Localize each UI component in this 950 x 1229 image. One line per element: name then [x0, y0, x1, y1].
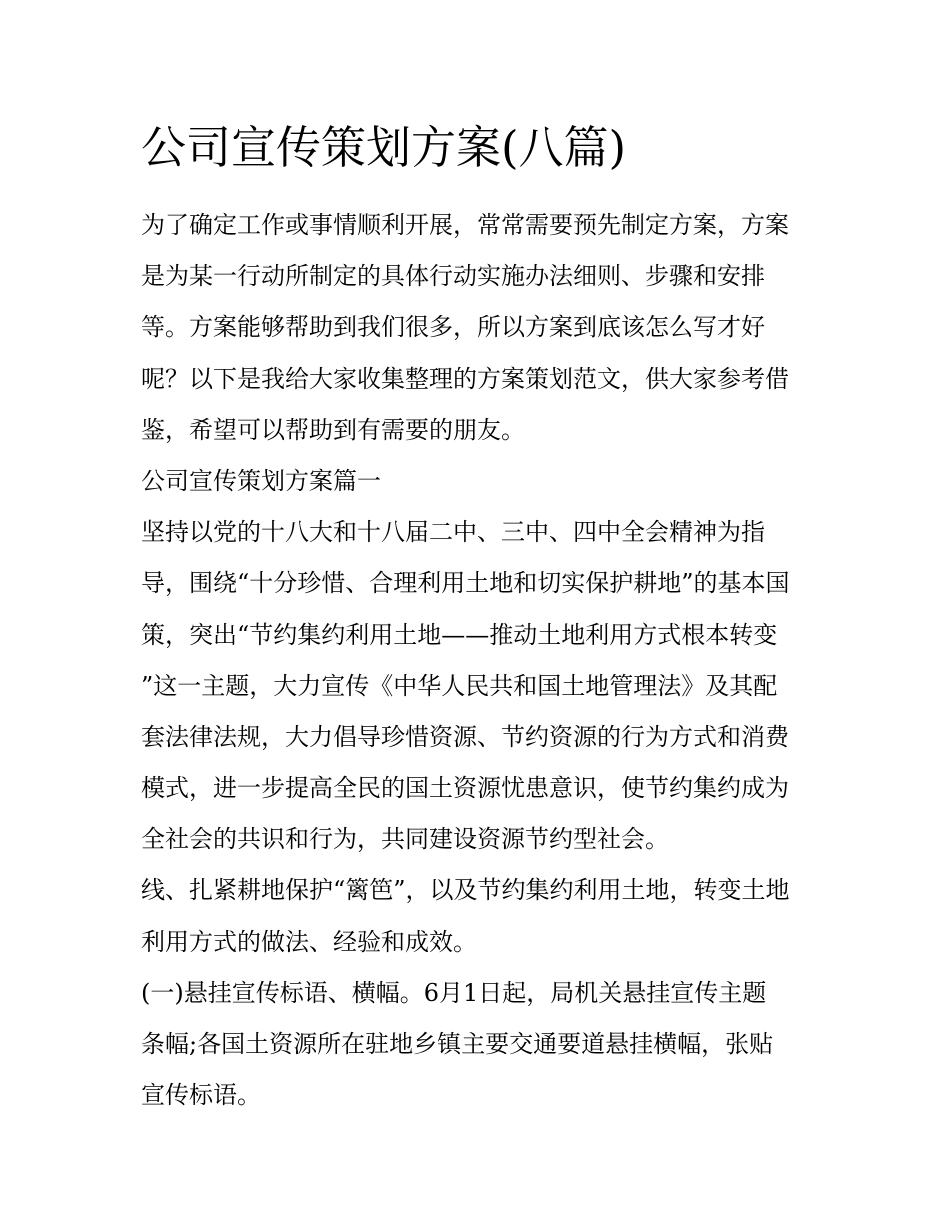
paragraph-line: 为了确定工作或事情顺利开展，常常需要预先制定方案，方案: [141, 211, 789, 239]
paragraph-line: 利用方式的做法、经验和成效。: [141, 927, 477, 956]
paragraph-line: 等。方案能够帮助到我们很多，所以方案到底该怎么写才好: [141, 313, 765, 342]
paragraph-line: ”这一主题，大力宣传《中华人民共和国土地管理法》及其配: [141, 671, 778, 700]
paragraph-line: 鉴，希望可以帮助到有需要的朋友。: [141, 415, 525, 444]
section-heading: 公司宣传策划方案篇一: [141, 466, 381, 495]
paragraph-line: 全社会的共识和行为，共同建设资源节约型社会。: [141, 825, 669, 854]
document-title: 公司宣传策划方案(八篇): [141, 121, 627, 174]
paragraph-line: 宣传标语。: [141, 1081, 261, 1110]
paragraph-line: (一)悬挂宣传标语、横幅。6月1日起，局机关悬挂宣传主题: [141, 978, 767, 1007]
paragraph-line: 呢？以下是我给大家收集整理的方案策划范文，供大家参考借: [141, 364, 789, 393]
paragraph-line: 条幅;各国土资源所在驻地乡镇主要交通要道悬挂横幅，张贴: [141, 1030, 774, 1058]
paragraph-line: 是为某一行动所制定的具体行动实施办法细则、步骤和安排: [141, 262, 765, 291]
paragraph-line: 线、扎紧耕地保护“篱笆”，以及节约集约利用土地，转变土地: [141, 876, 790, 905]
paragraph-line: 导，围绕“十分珍惜、合理利用土地和切实保护耕地”的基本国: [141, 569, 790, 598]
document-body: [141, 200, 821, 1121]
paragraph-line: 套法律法规，大力倡导珍惜资源、节约资源的行为方式和消费: [141, 722, 789, 751]
paragraph-line: 策，突出“节约集约利用土地——推动土地利用方式根本转变: [141, 620, 778, 649]
paragraph-line: 模式，进一步提高全民的国土资源忧患意识，使节约集约成为: [141, 774, 789, 803]
paragraph-line: 坚持以党的十八大和十八届二中、三中、四中全会精神为指: [141, 518, 765, 547]
